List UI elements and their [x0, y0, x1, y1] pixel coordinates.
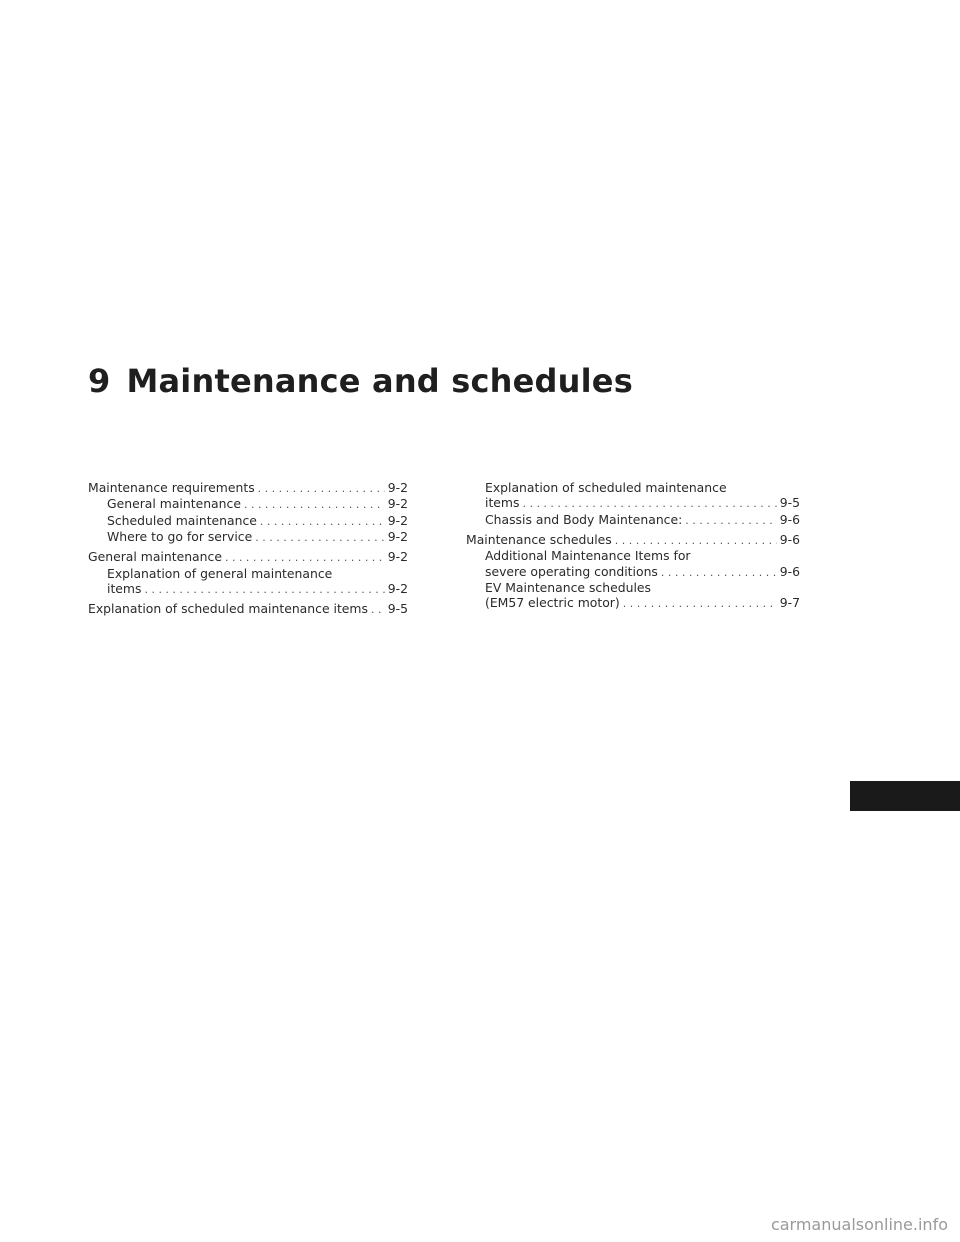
toc-entry-label: Maintenance schedules: [466, 531, 612, 547]
toc-entry-label: items: [485, 495, 520, 511]
toc-entry-page: 9-2: [387, 496, 408, 512]
toc-entry-explanation-scheduled[interactable]: [466, 495, 800, 511]
dot-leader: [685, 513, 776, 528]
toc-entry-label: severe operating conditions: [485, 563, 658, 579]
toc-entry-label: items: [107, 580, 142, 596]
toc-entry-label: Chassis and Body Maintenance:: [485, 511, 683, 527]
chapter-number: 9: [88, 362, 111, 400]
dot-leader: [661, 565, 777, 580]
toc-entry-page: 9-2: [387, 580, 408, 596]
toc-entry-additional-items[interactable]: [466, 564, 800, 580]
toc-entry-label: (EM57 electric motor): [485, 595, 620, 611]
toc-entry-page: 9-6: [779, 563, 800, 579]
dot-leader: [623, 596, 777, 611]
dot-leader: [258, 481, 385, 496]
toc-entry-additional-items-line1[interactable]: Additional Maintenance Items for: [485, 548, 691, 564]
toc-entry-page: 9-2: [387, 529, 408, 545]
toc-entry-where-to-go-for-service[interactable]: [88, 529, 408, 545]
toc-entry-maintenance-requirements[interactable]: [88, 480, 408, 496]
toc-entry-chassis-body-maintenance[interactable]: [466, 512, 800, 528]
toc-entry-maintenance-schedules[interactable]: [466, 532, 800, 548]
chapter-thumb-tab: [850, 781, 960, 811]
toc-entry-ev-schedules[interactable]: [466, 595, 800, 611]
dot-leader: [144, 582, 384, 597]
dot-leader: [255, 530, 385, 545]
footer-watermark: carmanualsonline.info: [770, 1215, 948, 1234]
toc-entry-page: 9-7: [779, 595, 800, 611]
toc-entry-label: Scheduled maintenance: [107, 512, 257, 528]
toc-entry-page: 9-5: [779, 495, 800, 511]
toc-entry-page: 9-2: [387, 549, 408, 565]
toc-entry-label: Maintenance requirements: [88, 480, 255, 495]
dot-leader: [225, 550, 385, 565]
toc-entry-explanation-scheduled-items[interactable]: [88, 601, 408, 617]
toc-entry-page: 9-6: [779, 511, 800, 527]
toc-entry-label: General maintenance: [88, 549, 222, 565]
chapter-title: [88, 362, 633, 400]
toc-entry-explanation-general-line1[interactable]: Explanation of general maintenance: [107, 565, 333, 581]
dot-leader: [522, 496, 776, 511]
toc-entry-label: Explanation of scheduled maintenance items: [88, 600, 368, 616]
chapter-name: Maintenance and schedules: [126, 362, 633, 400]
toc-entry-explanation-scheduled-line1[interactable]: Explanation of scheduled maintenance: [485, 480, 727, 495]
toc-entry-page: 9-6: [779, 531, 800, 547]
toc-entry-page: 9-5: [387, 600, 408, 616]
toc-entry-scheduled-maintenance[interactable]: [88, 513, 408, 529]
toc-entry-explanation-general[interactable]: [88, 581, 408, 597]
toc-entry-label: Where to go for service: [107, 529, 253, 545]
dot-leader: [371, 602, 385, 617]
toc-entry-label: General maintenance: [107, 496, 241, 512]
toc-entry-page: 9-2: [387, 512, 408, 528]
toc-entry-general-maintenance-sub[interactable]: [88, 496, 408, 512]
toc-right-column: [466, 480, 800, 612]
dot-leader: [244, 497, 385, 512]
toc-left-column: [88, 480, 408, 617]
toc-entry-page: 9-2: [387, 480, 408, 495]
dot-leader: [260, 514, 385, 529]
dot-leader: [615, 533, 777, 548]
toc-entry-general-maintenance[interactable]: [88, 549, 408, 565]
toc-entry-ev-schedules-line1[interactable]: EV Maintenance schedules: [485, 579, 651, 595]
